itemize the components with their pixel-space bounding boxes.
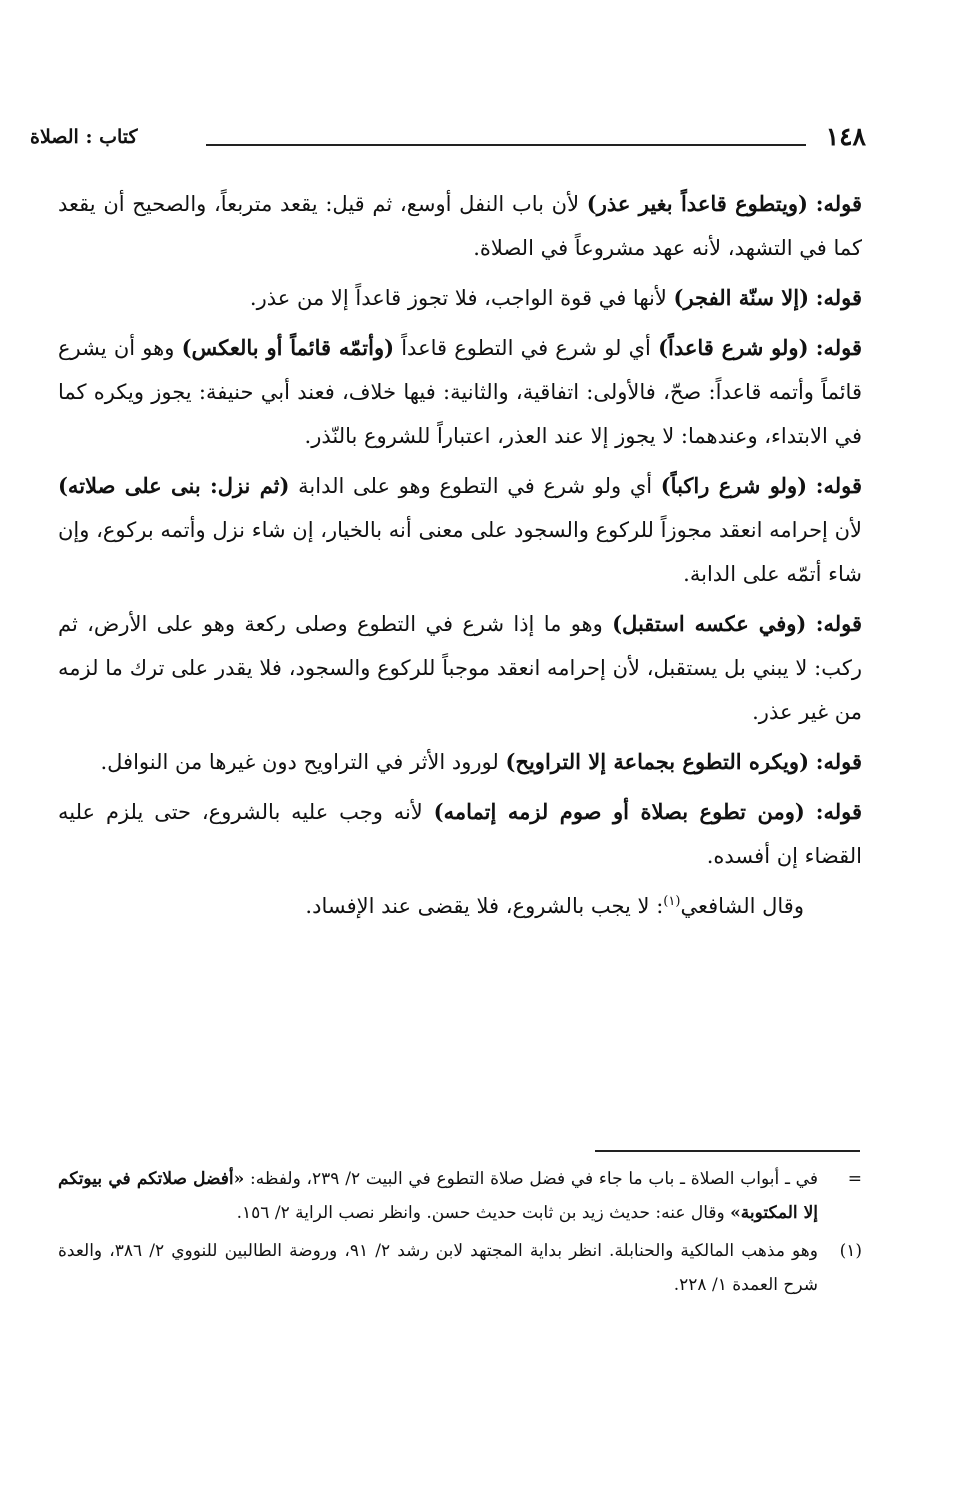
paragraph-lead: قوله: (815, 799, 862, 824)
footnote-body: وهو مذهب المالكية والحنابلة. انظر بداية المجتهد لابن رشد ٢/ ٩١، وروضة الطالبين للنووي ٢/ ٣٨٦، والعدة شرح العمدة ١/ ٢٢٨. (58, 1241, 818, 1295)
footnote-body: في ـ أبواب الصلاة ـ باب ما جاء في فضل صلاة التطوع في البيت ٢/ ٢٣٩، ولفظه: (244, 1169, 818, 1189)
footnote (58, 1162, 862, 1230)
footnote-text (58, 1234, 818, 1302)
commentary-text: أي ولو شرع في التطوع وهو على الدابة (289, 474, 661, 498)
quoted-matn: (ولو شرع قاعداً) (658, 335, 809, 360)
running-title: كتاب : الصلاة (30, 126, 138, 148)
commentary-text: : لا يجب بالشروع، فلا يقضى عند الإفساد. (305, 894, 664, 918)
quoted-matn: (إلا سنّة الفجر) (673, 285, 810, 310)
page-number: ١٤٨ (825, 122, 866, 151)
page-header (30, 118, 866, 158)
paragraph-lead: قوله: (815, 285, 862, 310)
commentary-text: لأنها في قوة الواجب، فلا تجوز قاعداً إلا من عذر. (249, 286, 674, 310)
paragraph (58, 276, 862, 320)
quoted-matn: (ولو شرع راكباً) (660, 473, 808, 498)
commentary-text: وهو أن يشرع قائماً وأتمه قاعداً: صحّ، فالأولى: اتفاقية، والثانية: فيها خلاف، فعند أبي حنيفة: يجوز ويكره كما في الابتداء، وعندهما: لا يجوز إلا عند العذر، اعتباراً للشروع بالنّذر. (58, 336, 862, 448)
paragraph (58, 464, 862, 596)
footnotes (58, 1162, 862, 1306)
commentary-text: وقال الشافعي (680, 894, 804, 918)
commentary-text: أي لو شرع في التطوع قاعداً (394, 336, 659, 360)
commentary-text: وهو ما إذا شرع في التطوع وصلى ركعة وهو على الأرض، ثم ركب: لا يبني بل يستقبل، لأن إحرامه انعقد موجباً للركوع والسجود، فلا يقدر على ترك ما لزمه من غير عذر. (58, 612, 862, 724)
main-text (58, 182, 862, 934)
paragraph-lead: قوله: (815, 611, 862, 636)
footnote-text (58, 1162, 818, 1230)
paragraph-shafii-opinion (58, 884, 862, 928)
footnote-body: وقال عنه: حديث زيد بن ثابت حديث حسن. وانظر نصب الراية ٢/ ١٥٦. (236, 1203, 731, 1223)
footnote-reference[interactable]: (١) (663, 894, 681, 909)
quoted-matn: (ويكره التطوع بجماعة إلا التراويح) (505, 749, 810, 774)
footnote-separator (595, 1150, 860, 1152)
quoted-matn: (وفي عكسه استقبل) (612, 611, 807, 636)
footnote (58, 1234, 862, 1302)
commentary-text: لأنه وجب عليه بالشروع، حتى يلزم عليه القضاء إن أفسده. (58, 800, 862, 868)
paragraph-lead: قوله: (815, 749, 862, 774)
paragraph (58, 740, 862, 784)
quoted-matn: (ثم نزل: بنى على صلاته) (58, 473, 290, 498)
paragraph (58, 602, 862, 734)
commentary-text: لأن باب النفل أوسع، ثم قيل: يقعد متربعاً، والصحيح أن يقعد كما في التشهد، لأنه عهد مشروعاً في الصلاة. (58, 192, 862, 260)
commentary-text: لورود الأثر في التراويح دون غيرها من النوافل. (100, 750, 506, 774)
quoted-matn: (وأتمّه قائماً أو بالعكس) (181, 335, 395, 360)
header-rule (206, 144, 806, 146)
paragraph-lead: قوله: (815, 335, 862, 360)
paragraph (58, 326, 862, 458)
quoted-matn: (ومن تطوع بصلاة أو صوم لزمه إتمامه) (433, 799, 805, 824)
quoted-matn: (ويتطوع قاعداً بغير عذر) (586, 191, 808, 216)
hadith-quote: «أفضل صلاتكم في بيوتكم إلا المكتوبة» (58, 1169, 818, 1223)
paragraph-lead: قوله: (815, 473, 862, 498)
footnote-mark: (١) (839, 1241, 862, 1261)
paragraph-lead: قوله: (815, 191, 862, 216)
paragraph (58, 182, 862, 270)
paragraph (58, 790, 862, 878)
footnote-mark: = (847, 1169, 862, 1189)
commentary-text: لأن إحرامه انعقد مجوزاً للركوع والسجود على معنى أنه بالخيار، إن شاء نزل وأتمه بركوع، وإن شاء أتمّه على الدابة. (58, 518, 862, 586)
